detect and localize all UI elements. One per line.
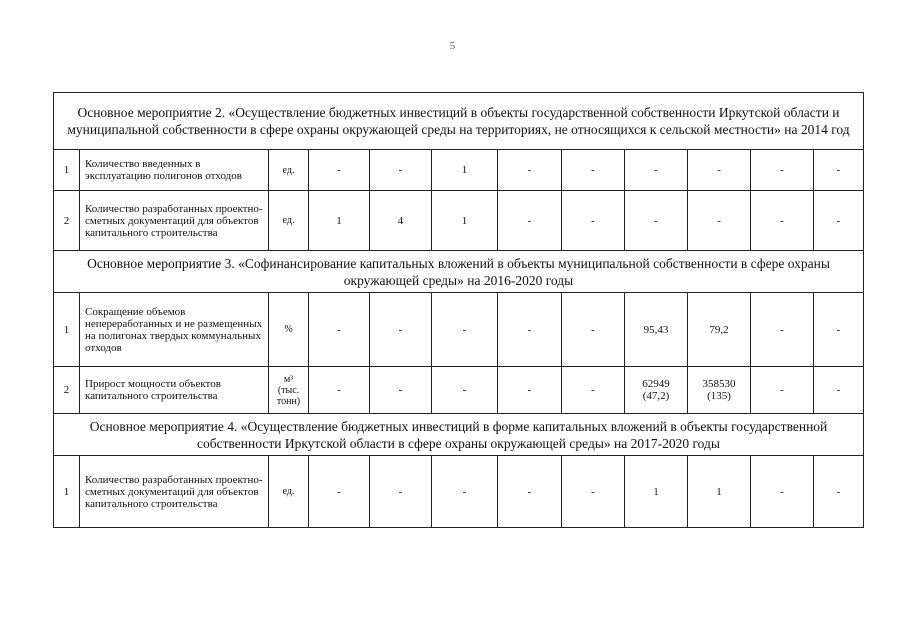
value-cell: 1 — [432, 191, 498, 251]
indicator-name: Количество разработанных проектно-сметных документаций для объектов капитального строительства — [80, 191, 269, 251]
value-cell: - — [370, 150, 432, 191]
row-number: 2 — [54, 191, 80, 251]
value-cell: - — [814, 367, 864, 414]
value-cell: - — [814, 150, 864, 191]
value-cell: - — [432, 367, 498, 414]
value-cell: 1 — [309, 191, 370, 251]
value-cell: - — [814, 456, 864, 528]
value-cell: - — [562, 456, 625, 528]
value-cell: - — [688, 191, 751, 251]
value-cell: - — [625, 191, 688, 251]
value-cell: - — [498, 150, 562, 191]
value-cell: 79,2 — [688, 293, 751, 367]
value-cell: - — [498, 293, 562, 367]
section-2-title: Основное мероприятие 2. «Осуществление бюджетных инвестиций в объекты государственной собственности Иркутской области и муниципальной собственности в сфере охраны окружающей среды на территориях, не относящихся к сельской местности» на 2014 год — [54, 93, 864, 150]
value-cell: - — [751, 191, 814, 251]
section-4-title: Основное мероприятие 4. «Осуществление бюджетных инвестиций в форме капитальных вложений в объекты государственной собственности Иркутской области в сфере охраны окружающей среды» на 2017-2020 годы — [54, 414, 864, 456]
table-row — [54, 456, 864, 528]
value-cell: - — [562, 367, 625, 414]
value-cell: 95,43 — [625, 293, 688, 367]
unit-cell: ед. — [269, 191, 309, 251]
value-cell: - — [498, 367, 562, 414]
value-cell: 1 — [688, 456, 751, 528]
row-number: 1 — [54, 150, 80, 191]
value-cell: - — [498, 456, 562, 528]
value-cell: - — [309, 367, 370, 414]
value-cell: - — [688, 150, 751, 191]
value-cell: - — [432, 456, 498, 528]
indicator-name: Сокращение объемов непереработанных и не размещенных на полигонах твердых коммунальных отходов — [80, 293, 269, 367]
row-number: 1 — [54, 293, 80, 367]
table-row — [54, 191, 864, 251]
table-row — [54, 367, 864, 414]
section-header-row — [54, 93, 864, 150]
value-cell: - — [751, 367, 814, 414]
section-header-row — [54, 251, 864, 293]
indicator-name: Прирост мощности объектов капитального строительства — [80, 367, 269, 414]
unit-cell: % — [269, 293, 309, 367]
value-cell: 1 — [432, 150, 498, 191]
value-cell: 358530 (135) — [688, 367, 751, 414]
value-cell: - — [625, 150, 688, 191]
value-cell: - — [562, 150, 625, 191]
indicator-name: Количество разработанных проектно-сметных документаций для объектов капитального строительства — [80, 456, 269, 528]
value-cell: - — [370, 367, 432, 414]
value-cell: - — [562, 293, 625, 367]
indicators-table — [53, 92, 864, 528]
value-cell: - — [309, 293, 370, 367]
value-cell: - — [309, 150, 370, 191]
table-row — [54, 150, 864, 191]
value-cell: - — [432, 293, 498, 367]
section-3-title: Основное мероприятие 3. «Софинансирование капитальных вложений в объекты муниципальной собственности в сфере охраны окружающей среды» на 2016-2020 годы — [54, 251, 864, 293]
unit-cell: ед. — [269, 150, 309, 191]
value-cell: - — [814, 191, 864, 251]
value-cell: 62949 (47,2) — [625, 367, 688, 414]
value-cell: - — [370, 293, 432, 367]
section-header-row — [54, 414, 864, 456]
value-cell: - — [814, 293, 864, 367]
unit-cell: ед. — [269, 456, 309, 528]
value-cell: - — [562, 191, 625, 251]
value-cell: - — [751, 150, 814, 191]
page-number: 5 — [449, 40, 456, 52]
row-number: 1 — [54, 456, 80, 528]
value-cell: - — [370, 456, 432, 528]
table-row — [54, 293, 864, 367]
value-cell: - — [498, 191, 562, 251]
value-cell: 4 — [370, 191, 432, 251]
value-cell: - — [751, 456, 814, 528]
value-cell: 1 — [625, 456, 688, 528]
unit-cell: м³ (тыс. тонн) — [269, 367, 309, 414]
indicator-name: Количество введенных в эксплуатацию полигонов отходов — [80, 150, 269, 191]
value-cell: - — [309, 456, 370, 528]
row-number: 2 — [54, 367, 80, 414]
value-cell: - — [751, 293, 814, 367]
